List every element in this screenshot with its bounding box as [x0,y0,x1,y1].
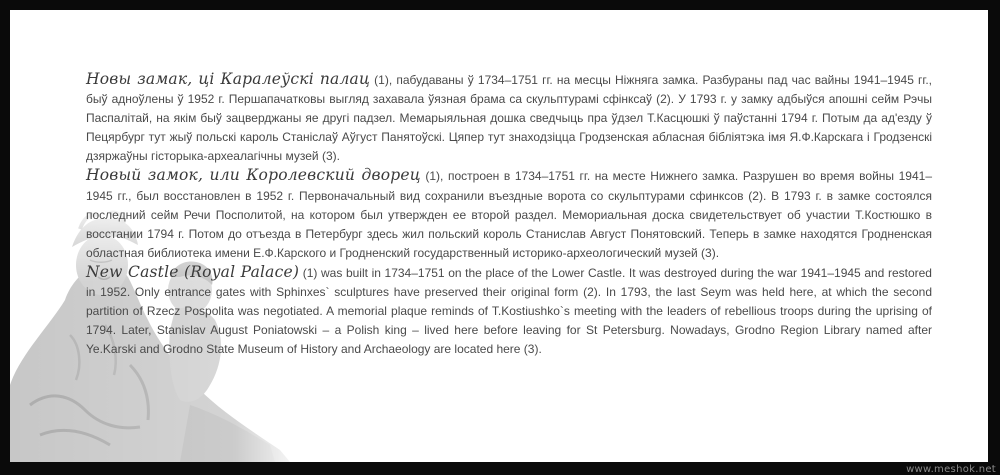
watermark: www.meshok.net [906,464,996,475]
text-block [86,70,932,359]
russian-title: Новый замок, или Королевский дворец [86,166,421,185]
belarusian-paragraph [86,70,932,166]
english-title: New Castle (Royal Palace) [86,262,300,281]
postcard-back [10,10,988,462]
belarusian-body: (1), пабудаваны ў 1734–1751 гг. на месцы Ніжняга замка. Разбураны пад час вайны 1941–1945 гг., быў адноўлены ў 1952 г. Першапачатковы выгляд захавала ўязная брама са скульптурамі сфінксаў (2). У 1793 г. у замку адбыўся апошні сейм Рэчы Паспалітай, на якім быў зацверджаны яе другі падзел. Мемарыяльная дошка сведчыць пра ўдзел Т.Касцюшкі ў паўстанні 1794 г. Потым да ад'езду ў Пецярбург тут жыў польскі кароль Станіслаў Аўгуст Панятоўскі. Цяпер тут знаходзіцца Гродзенская абласная бібліятэка імя Я.Ф.Карскага і Гродзенскі дзяржаўны гісторыка-археалагічны музей (3). [86,73,932,164]
english-body: (1) was built in 1734–1751 on the place of the Lower Castle. It was destroyed during the war 1941–1945 and restored in 1952. Only entrance gates with Sphinxes` sculptures have preserved their original form (2). In 1793, the last Seym was held here, at which the second partition of Rzecz Pospolita was negotiated. A memorial plaque reminds of T.Kostiushko`s meeting with the leaders of rebellious troops during the uprising of 1794. Later, Stanislav August Poniatowski – a Polish king – lived here before leaving for St Petersburg. Nowadays, Grodno Region Library named after Ye.Karski and Grodno State Museum of History and Archaeology are located here (3). [86,265,932,357]
english-paragraph [86,263,932,359]
russian-body: (1), построен в 1734–1751 гг. на месте Нижнего замка. Разрушен во время войны 1941–1945 гг., был восстановлен в 1952 г. Первоначальный вид сохранили въездные ворота со скульптурами сфинксов (2). В 1793 г. в замке состоялся последний сейм Речи Посполитой, на котором был утвержден ее второй раздел. Мемориальная доска свидетельствует об участии Т.Костюшко в восстании 1794 г. Потом до отъезда в Петербург здесь жил польский король Станислав Август Понятовский. Теперь в замке находятся Гродненская областная библиотека имени Е.Ф.Карского и Гродненский государственный историко-археологический музей (3). [86,169,932,260]
russian-paragraph [86,166,932,262]
belarusian-title: Новы замак, ці Каралеўскі палац [86,70,370,88]
